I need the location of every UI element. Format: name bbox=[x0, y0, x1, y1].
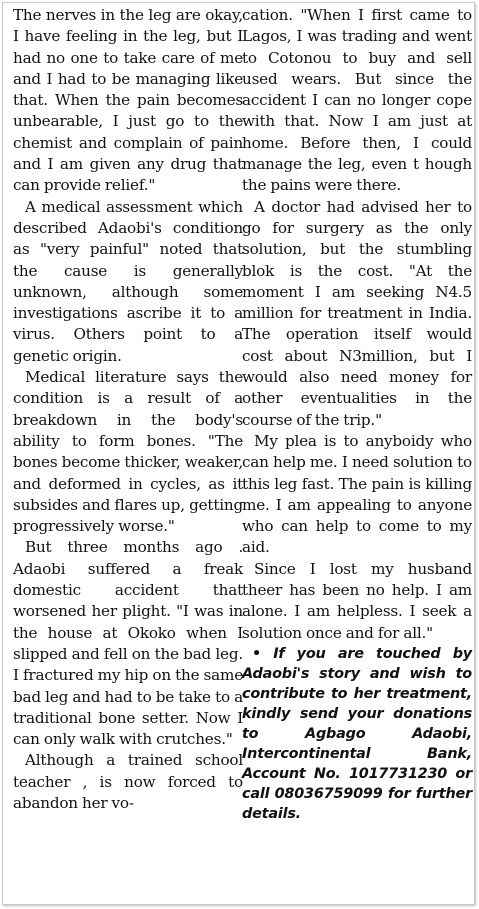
paragraph: Since I lost my husband theer has been no help. I am alone. I am helpless. I seek a solution once and for all." bbox=[242, 559, 472, 642]
paragraph: My plea is to anyboidy who can help me. I need solution to this leg fast. The pain is killing me. I am appealing to anyone who can help to come to my aid. bbox=[242, 431, 472, 557]
paragraph: A medical assessment which described Adaobi's condition as "very painful" noted that the cause is generally unknown, although some investigations ascribe it to a virus. Others point to a genetic origin. bbox=[13, 197, 243, 365]
paragraph: The nerves in the leg are okay, I have feeling in the leg, but I had no one to take care of me and I had to be managing like that. When the pain becomes unbearable, I just go to the chemist and complain of pain and I am given any drug that can provide relief." bbox=[13, 6, 243, 195]
paragraph: A doctor had advised her to go for surgery as the only solution, but the stumbling blok is the cost. "At the moment I am seeking N4.5 million for treatment in India. The operation itself would cost about N3million, but I would also need money for other eventualities in the course of the trip." bbox=[242, 197, 472, 429]
right-column bbox=[242, 5, 472, 824]
paragraph: cation. "When I first came to Lagos, I was trading and went to Cotonou to buy and sell used wears. But since the accident I can no longer cope with that. Now I am just at home. Before then, I could manage the leg, even t hough the pains were there. bbox=[242, 6, 472, 195]
bullet-icon: • bbox=[252, 645, 261, 662]
paragraph: Medical literature says the condition is a result of a breakdown in the body's ability to form bones. "The bones become thicker, weaker, and deformed in cycles, as it subsides and flares up, getting progressively worse." bbox=[13, 368, 243, 536]
donation-appeal bbox=[242, 644, 472, 824]
left-column bbox=[13, 5, 243, 814]
donation-appeal-text: If you are touched by Adaobi's story and wish to contribute to her treatment, kindly send your donations to Agbago Adaobi, Intercontinental Bank, Account No. 1017731230 or call 08036759099 for further details. bbox=[242, 645, 472, 822]
newspaper-clipping bbox=[2, 2, 475, 905]
paragraph: But three months ago . Adaobi suffered a freak domestic accident that worsened her plight. "I was in the house at Okoko when I slipped and fell on the bad leg. I fractured my hip on the same bad leg and had to be take to a traditional bone setter. Now I can only walk with crutches." bbox=[13, 538, 243, 749]
paragraph: Although a trained school teacher , is now forced to abandon her vo- bbox=[13, 751, 243, 812]
